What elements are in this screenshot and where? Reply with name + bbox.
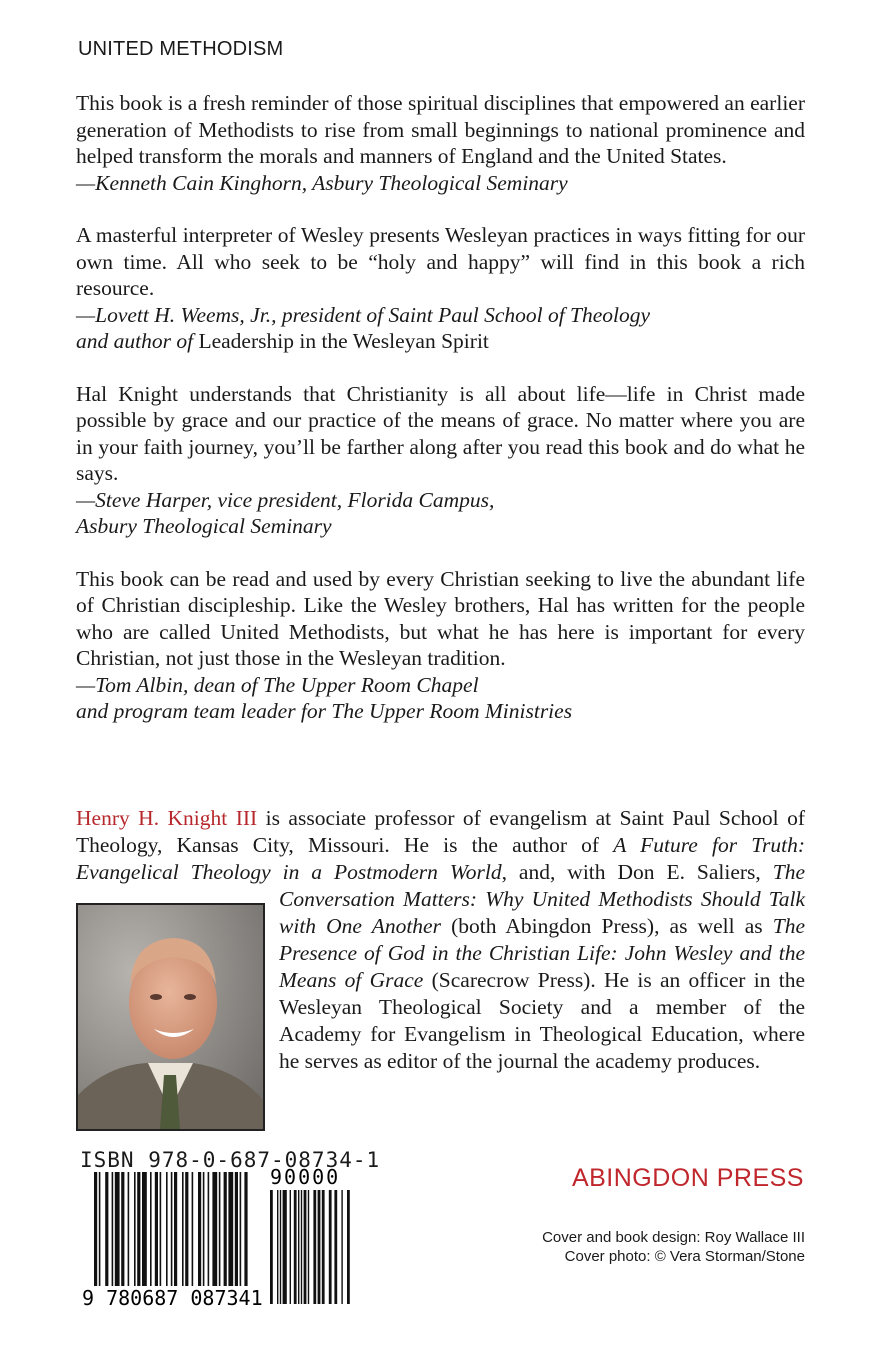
endorsement [76, 222, 805, 355]
endorsement-attribution: —Kenneth Cain Kinghorn, Asbury Theological Seminary [76, 170, 568, 195]
bio-text: is associate professor of evangelism at Saint Paul School of Theology, Kansas City, Missouri. He is the author of [76, 806, 806, 857]
endorsement-text: This book can be read and used by every Christian seeking to live the abundant life of Christian discipleship. Like the Wesley brothers, Hal has written for the people who are called United Methodists, but what he has here is important for every Christian, not just those in the Wesleyan tradition. [76, 566, 805, 670]
barcode-bars [94, 1172, 350, 1304]
attribution-role: and author of [76, 329, 199, 353]
endorsement [76, 566, 805, 725]
publisher-logo: ABINGDON PRESS [571, 1164, 804, 1192]
barcode-addon: 90000 [270, 1168, 341, 1189]
endorsement-text: A masterful interpreter of Wesley presents Wesleyan practices in ways fitting for our own time. All who seek to be “holy and happy” will find in this book a rich resource. [76, 223, 805, 300]
endorsement-text: Hal Knight understands that Christianity is all about life—life in Christ made possible by grace and our practice of the means of grace. No matter where you are in your faith journey, you’ll be farther along after you read this book and do what he says. [76, 381, 805, 485]
endorsements [76, 90, 805, 751]
bio-text: , and, with Don E. Saliers, [501, 860, 773, 884]
book-title: A Future for Truth: Evangelical Theology in a Postmodern World [76, 833, 805, 884]
book-title: The Conversation Matters: Why United Methodists Should Talk with One Another [279, 860, 805, 938]
endorsement-attribution: —Steve Harper, vice president, Florida Campus, [76, 487, 495, 512]
attribution-book-title: Leadership in the Wesleyan Spirit [198, 329, 489, 353]
endorsement-attribution: —Tom Albin, dean of The Upper Room Chapel [76, 672, 479, 697]
book-title: The Presence of God in the Christian Life: John Wesley and the Means of Grace [279, 914, 805, 992]
endorsement [76, 381, 805, 540]
design-credits [480, 1228, 805, 1266]
isbn-number: ISBN 978-0-687-08734-1 [80, 1148, 381, 1172]
author-bio [76, 805, 805, 1137]
author-name: Henry H. Knight III [76, 806, 258, 830]
bio-text: (both Abingdon Press), as well as [440, 914, 773, 938]
design-credit: Cover and book design: Roy Wallace III [542, 1229, 805, 1246]
endorsement-attribution: —Lovett H. Weems, Jr., president of Saint Paul School of Theology [76, 302, 651, 327]
photo-credit: Cover photo: © Vera Storman/Stone [564, 1248, 805, 1265]
category-label: UNITED METHODISM [78, 38, 284, 60]
bio-text: (Scarecrow Press). He is an officer in the Wesleyan Theological Society and a member of the Academy for Evangelism in Theological Education, where he serves as editor of the journal the academy produces. [279, 968, 805, 1073]
author-photo [76, 903, 265, 1131]
endorsement-attribution-line2: and program team leader for The Upper Room Ministries [76, 699, 573, 723]
endorsement-attribution-line2 [76, 328, 805, 355]
isbn-barcode [80, 1168, 350, 1308]
endorsement [76, 90, 805, 196]
endorsement-attribution-line2: Asbury Theological Seminary [76, 514, 332, 538]
barcode-digits: 9 780687 087341 [82, 1286, 263, 1308]
endorsement-text: This book is a fresh reminder of those spiritual disciplines that empowered an earlier generation of Methodists to rise from small beginnings to national prominence and helped transform the morals and manners of England and the United States. [76, 91, 805, 168]
author-portrait-image [78, 905, 263, 1129]
